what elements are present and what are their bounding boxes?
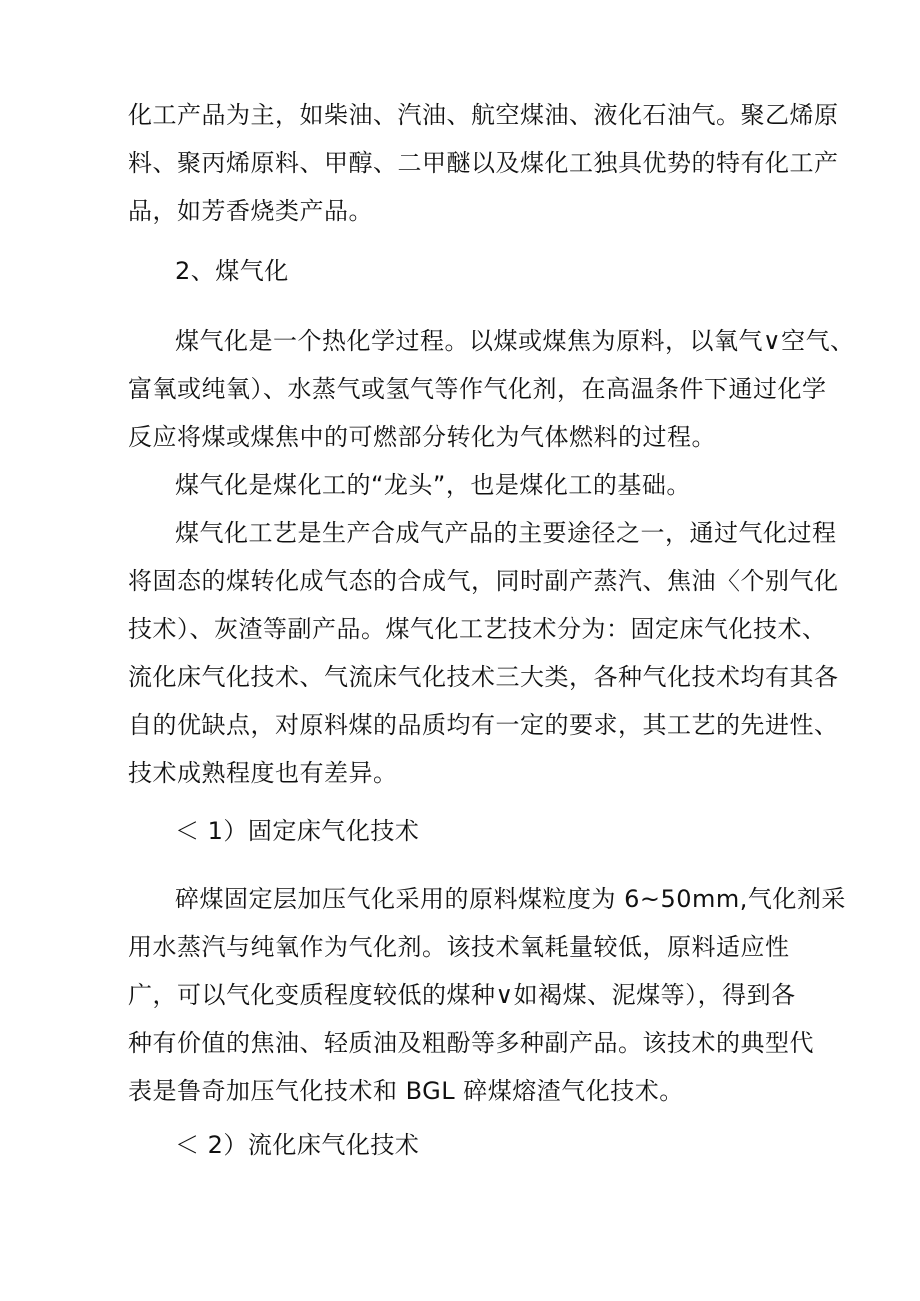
paragraph-line: 技术成熟程度也有差异。 [128,759,398,787]
paragraph-line: 煤气化是煤化工的“龙头”，也是煤化工的基础。 [175,471,691,499]
paragraph-line: 料、聚丙烯原料、甲醇、二甲醚以及煤化工独具优势的特有化工产 [128,149,839,177]
paragraph-line: 富氧或纯氧）、水蒸气或氢气等作气化剂，在高温条件下通过化学 [128,375,827,403]
paragraph-line: 煤气化工艺是生产合成气产品的主要途径之一，通过气化过程 [175,519,837,547]
subsection-heading: ＜ 1）固定床气化技术 [175,817,420,845]
paragraph-line: 品，如芳香烧类产品。 [128,197,373,225]
paragraph-line: 反应将煤或煤焦中的可燃部分转化为气体燃料的过程。 [128,423,716,451]
paragraph-line: 广，可以气化变质程度较低的煤种∨如褐煤、泥煤等），得到各 [128,981,796,1009]
paragraph-line: 种有价值的焦油、轻质油及粗酚等多种副产品。该技术的典型代 [128,1029,814,1057]
subsection-heading: ＜ 2）流化床气化技术 [175,1131,420,1159]
section-heading: 2、煤气化 [175,257,289,285]
paragraph-line: 化工产品为主，如柴油、汽油、航空煤油、液化石油气。聚乙烯原 [128,101,839,129]
paragraph-line: 表是鲁奇加压气化技术和 BGL 碎煤熔渣气化技术。 [128,1077,684,1105]
paragraph-line: 技术）、灰渣等副产品。煤气化工艺技术分为：固定床气化技术、 [128,615,827,643]
paragraph-line: 自的优缺点，对原料煤的品质均有一定的要求，其工艺的先进性、 [128,711,839,739]
paragraph-line: 将固态的煤转化成气态的合成气，同时副产蒸汽、焦油〈个别气化 [128,567,839,595]
paragraph-line: 流化床气化技术、气流床气化技术三大类，各种气化技术均有其各 [128,663,839,691]
paragraph-line: 用水蒸汽与纯氧作为气化剂。该技术氧耗量较低，原料适应性 [128,933,790,961]
paragraph-line: 煤气化是一个热化学过程。以煤或煤焦为原料，以氧气∨空气、 [175,327,855,355]
paragraph-line: 碎煤固定层加压气化采用的原料煤粒度为 6~50mm,气化剂采 [175,885,846,913]
